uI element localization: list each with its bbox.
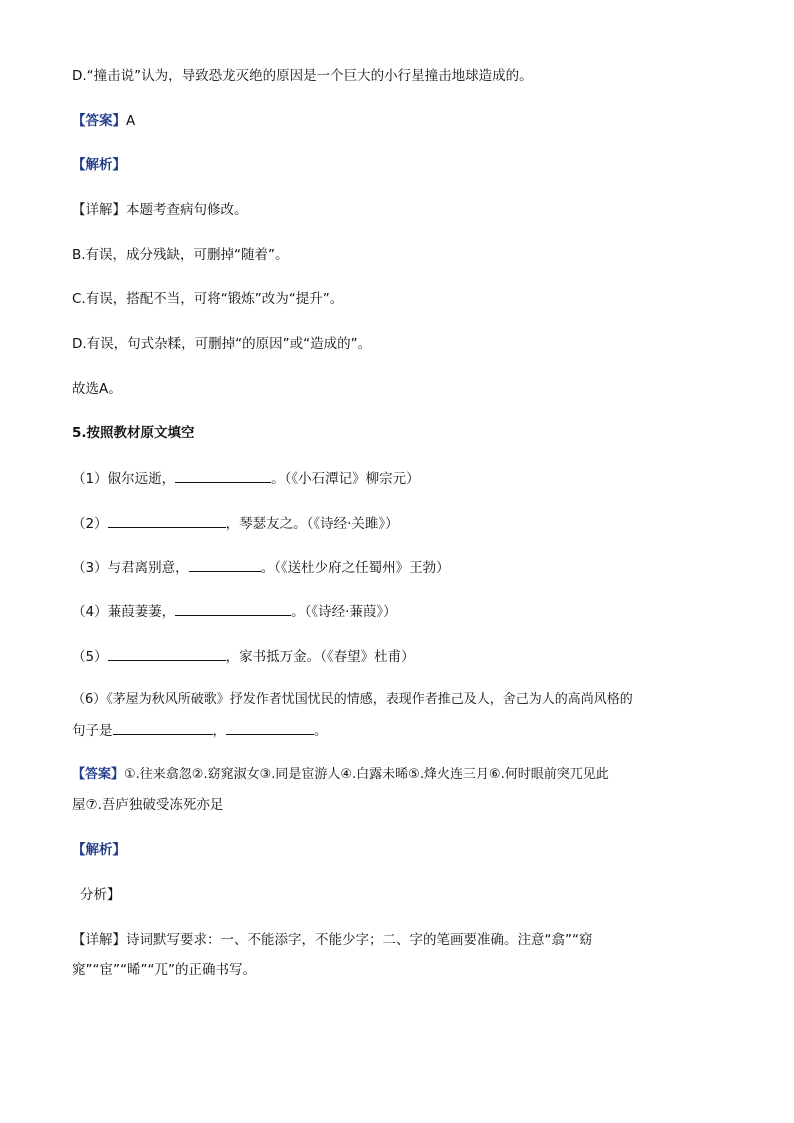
item-number: （2） xyxy=(72,516,108,532)
fill-blank[interactable] xyxy=(113,720,213,735)
fill-blank[interactable] xyxy=(189,557,261,572)
item6-before: 句子是 xyxy=(72,723,113,739)
q4-answer xyxy=(72,111,722,131)
item-number: （1） xyxy=(72,471,108,487)
detail-text: 诗词默写要求：一、不能添字，不能少字；二、字的笔画要准确。注意“翕”“窈 xyxy=(126,932,593,948)
q5-detail-line1 xyxy=(72,930,722,950)
item-number: （5） xyxy=(72,649,108,665)
q5-detail-line2: 窕”“宦”“晞”“兀”的正确书写。 xyxy=(72,962,256,978)
fill-blank[interactable] xyxy=(108,513,226,528)
answer-tag: 【答案】 xyxy=(72,113,126,129)
q5-item6-line2 xyxy=(72,720,722,741)
option-d-text: D.“撞击说”认为，导致恐龙灭绝的原因是一个巨大的小行星撞击地球造成的。 xyxy=(72,68,533,84)
detail-text: 本题考查病句修改。 xyxy=(126,202,248,218)
fill-blank[interactable] xyxy=(175,601,291,616)
q5-item xyxy=(72,468,722,489)
answer-tag: 【答案】 xyxy=(72,767,125,782)
item-before: 蒹葭萋萋， xyxy=(107,604,176,620)
answer-text: ①.往来翕忽②.窈窕淑女③.同是宦游人④.白露未晞⑤.烽火连三月⑥.何时眼前突兀见此 xyxy=(124,767,609,782)
q4-conclusion: 故选A。 xyxy=(72,381,122,397)
item-after: ，琴瑟友之。（《诗经·关雎》） xyxy=(225,516,399,532)
q5-item6-line1: （6）《茅屋为秋风所破歌》抒发作者忧国忧民的情感，表现作者推己及人，舍己为人的高尚风格的 xyxy=(72,692,633,707)
q5-item xyxy=(72,513,722,534)
answer-value: A xyxy=(126,113,136,129)
item-after: 。（《小石潭记》柳宗元） xyxy=(271,471,420,487)
fill-blank[interactable] xyxy=(175,468,271,483)
q4-analysis xyxy=(72,155,722,175)
analysis-tag: 【解析】 xyxy=(72,157,126,173)
q5-answer-line1 xyxy=(72,765,722,785)
item-number: （4） xyxy=(72,604,108,620)
item-before: 与君离别意， xyxy=(107,560,189,576)
analysis-tag: 【解析】 xyxy=(72,842,126,858)
q4-note-c: C.有误，搭配不当，可将“锻炼”改为“提升”。 xyxy=(72,291,344,307)
item6-after: 。 xyxy=(314,723,328,739)
q4-detail xyxy=(72,200,722,220)
q5-title: 5.按照教材原文填空 xyxy=(72,425,195,441)
q5-item xyxy=(72,646,722,667)
fill-blank[interactable] xyxy=(108,646,226,661)
q5-fenxi: 分析】 xyxy=(80,887,121,903)
detail-tag: 【详解】 xyxy=(72,202,126,218)
detail-tag: 【详解】 xyxy=(72,932,126,948)
q5-analysis xyxy=(72,840,722,860)
fill-blank[interactable] xyxy=(226,720,314,735)
item-before: 俶尔远逝， xyxy=(107,471,176,487)
q5-item xyxy=(72,601,722,622)
item-number: （3） xyxy=(72,560,108,576)
item-after: ，家书抵万金。（《春望》杜甫） xyxy=(225,649,415,665)
item-after: 。（《送杜少府之任蜀州》王勃） xyxy=(260,560,450,576)
item6-mid: ， xyxy=(212,723,226,739)
q5-item xyxy=(72,557,722,578)
q4-note-d: D.有误，句式杂糅，可删掉“的原因”或“造成的”。 xyxy=(72,336,372,352)
q5-answer-line2: 屋⑦.吾庐独破受冻死亦足 xyxy=(72,797,224,813)
item-after: 。（《诗经·蒹葭》） xyxy=(291,604,397,620)
q4-note-b: B.有误，成分残缺，可删掉“随着”。 xyxy=(72,247,289,263)
